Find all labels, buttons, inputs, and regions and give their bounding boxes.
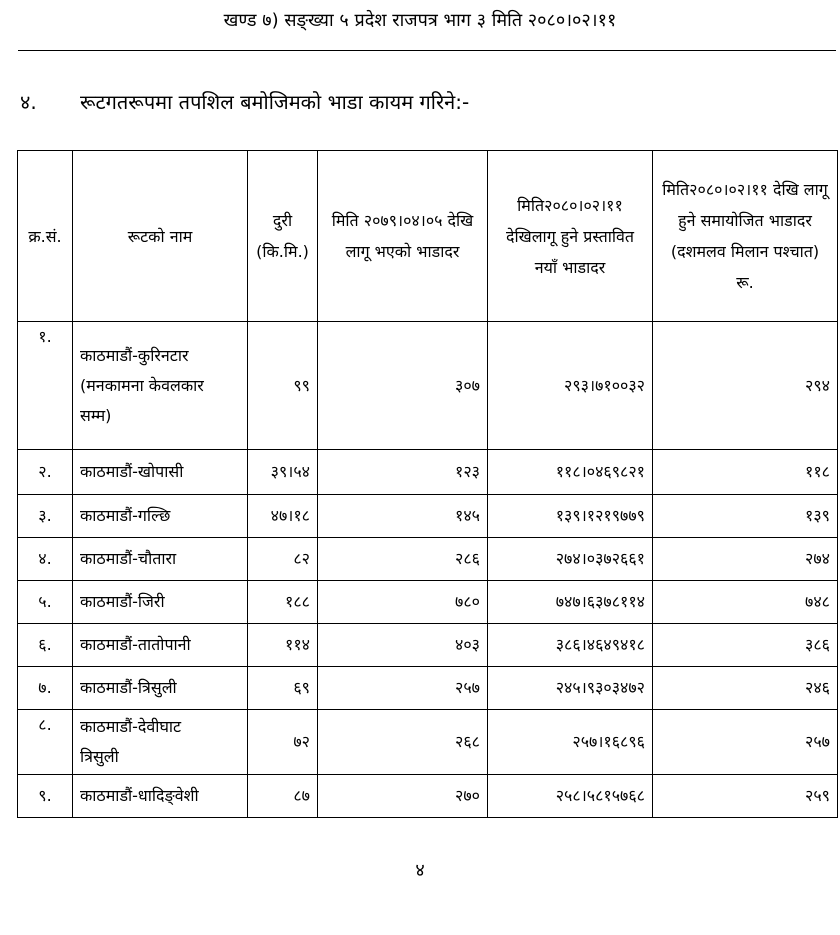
cell-proposed-rate: २७४।०३७२६६१ [488, 538, 653, 581]
cell-proposed-rate: २९३।७१००३२ [488, 322, 653, 450]
cell-distance: ३९।५४ [248, 450, 318, 495]
section-title: रूटगतरूपमा तपशिल बमोजिमको भाडा कायम गरिने:- [80, 90, 470, 114]
table-row [18, 710, 838, 775]
header-route: रूटको नाम [73, 151, 248, 322]
cell-route [73, 581, 248, 624]
cell-current-rate: ७८० [318, 581, 488, 624]
cell-current-rate: ४०३ [318, 624, 488, 667]
section-number: ४. [20, 90, 37, 114]
header-current-rate: मिति २०७९।०४।०५ देखि लागू भएको भाडादर [318, 151, 488, 322]
cell-route [73, 710, 248, 775]
cell-adjusted-rate: १३९ [653, 495, 838, 538]
cell-route [73, 538, 248, 581]
cell-proposed-rate: ७४७।६३७८११४ [488, 581, 653, 624]
route-line: काठमाडौं-गल्छि [80, 506, 171, 525]
cell-distance: ८२ [248, 538, 318, 581]
cell-route [73, 624, 248, 667]
cell-route [73, 667, 248, 710]
cell-current-rate: १४५ [318, 495, 488, 538]
cell-proposed-rate: ३८६।४६४९४१८ [488, 624, 653, 667]
cell-sn: ७. [18, 667, 73, 710]
header-distance-line1: दुरी [272, 211, 293, 230]
cell-adjusted-rate: २४६ [653, 667, 838, 710]
header-distance [248, 151, 318, 322]
cell-sn: ६. [18, 624, 73, 667]
cell-route [73, 495, 248, 538]
header-rule [18, 50, 836, 51]
cell-sn: ९. [18, 775, 73, 818]
page-number: ४ [415, 860, 425, 881]
cell-proposed-rate: २५८।५८१५७६८ [488, 775, 653, 818]
cell-adjusted-rate: २७४ [653, 538, 838, 581]
table-row [18, 538, 838, 581]
cell-distance: ६९ [248, 667, 318, 710]
route-line: सम्म) [80, 405, 112, 425]
header-sn: क्र.सं. [18, 151, 73, 322]
cell-sn: ५. [18, 581, 73, 624]
cell-distance: ११४ [248, 624, 318, 667]
header-distance-line2: (कि.मि.) [256, 242, 309, 261]
section-heading [20, 88, 469, 115]
cell-current-rate: १२३ [318, 450, 488, 495]
route-line: त्रिसुली [80, 747, 119, 766]
route-line: काठमाडौं-जिरी [80, 592, 165, 611]
cell-current-rate: २७० [318, 775, 488, 818]
cell-sn: ४. [18, 538, 73, 581]
cell-adjusted-rate: २५९ [653, 775, 838, 818]
cell-route [73, 450, 248, 495]
cell-distance: १८८ [248, 581, 318, 624]
table-header-row [18, 151, 838, 322]
cell-sn: २. [18, 450, 73, 495]
cell-adjusted-rate: ७४८ [653, 581, 838, 624]
route-line: काठमाडौं-तातोपानी [80, 635, 191, 654]
cell-adjusted-rate: ३८६ [653, 624, 838, 667]
page-header: खण्ड ७) सङ्ख्या ५ प्रदेश राजपत्र भाग ३ मिति २०८०।०२।११ [223, 10, 617, 31]
table-body [18, 322, 838, 818]
cell-proposed-rate: २४५।९३०३४७२ [488, 667, 653, 710]
route-line: काठमाडौं-खोपासी [80, 462, 184, 481]
cell-current-rate: २८६ [318, 538, 488, 581]
cell-adjusted-rate: २५७ [653, 710, 838, 775]
header-proposed-rate: मिति२०८०।०२।११ देखिलागू हुने प्रस्तावित नयाँ भाडादर [488, 151, 653, 322]
cell-sn: ३. [18, 495, 73, 538]
cell-route [73, 775, 248, 818]
route-line: काठमाडौं-कुरिनटार [80, 345, 189, 365]
table-row [18, 322, 838, 450]
cell-distance: ८७ [248, 775, 318, 818]
cell-distance: ९९ [248, 322, 318, 450]
cell-route [73, 322, 248, 450]
cell-sn: ८. [18, 710, 73, 775]
table-row [18, 624, 838, 667]
table-row [18, 450, 838, 495]
route-line: काठमाडौं-धादिङ्वेशी [80, 786, 199, 805]
cell-adjusted-rate: ११८ [653, 450, 838, 495]
route-line: काठमाडौं-त्रिसुली [80, 678, 177, 697]
header-adjusted-rate: मिति२०८०।०२।११ देखि लागू हुने समायोजित भाडादर (दशमलव मिलान पश्चात) रू. [653, 151, 838, 322]
table-row [18, 495, 838, 538]
cell-distance: ७२ [248, 710, 318, 775]
table-row [18, 581, 838, 624]
table-row [18, 775, 838, 818]
cell-proposed-rate: ११८।०४६९८२१ [488, 450, 653, 495]
cell-current-rate: २५७ [318, 667, 488, 710]
route-line: (मनकामना केवलकार [80, 375, 204, 395]
fare-table [17, 150, 838, 818]
cell-distance: ४७।१८ [248, 495, 318, 538]
cell-sn: १. [18, 322, 73, 450]
cell-current-rate: ३०७ [318, 322, 488, 450]
cell-adjusted-rate: २९४ [653, 322, 838, 450]
cell-proposed-rate: २५७।१६८९६ [488, 710, 653, 775]
route-line: काठमाडौं-देवीघाट [80, 717, 182, 736]
route-line: काठमाडौं-चौतारा [80, 549, 177, 568]
table-row [18, 667, 838, 710]
cell-proposed-rate: १३९।१२१९७७९ [488, 495, 653, 538]
cell-current-rate: २६८ [318, 710, 488, 775]
